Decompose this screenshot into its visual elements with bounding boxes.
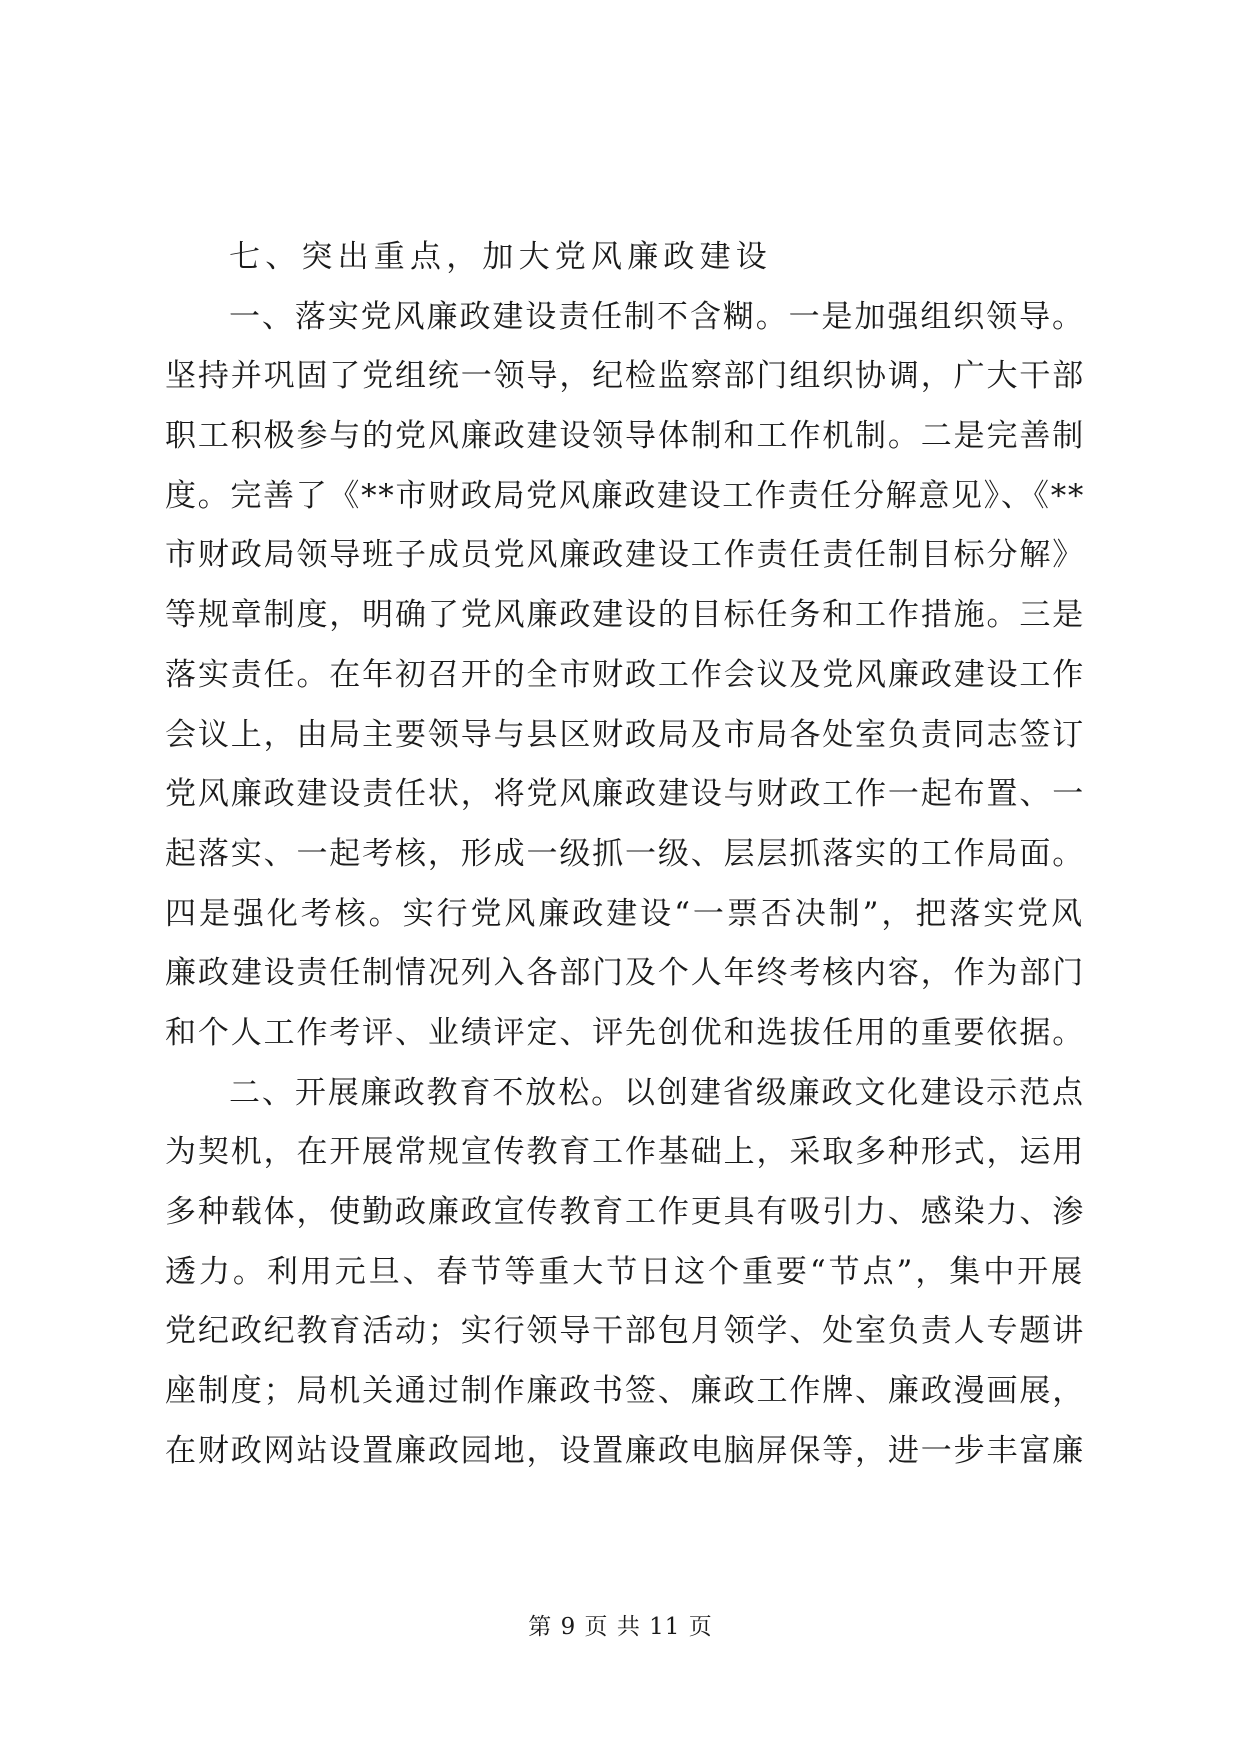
- paragraph-line: 市财政局领导班子成员党风廉政建设工作责任责任制目标分解》: [165, 537, 1086, 574]
- paragraph-line: 落实责任。在年初召开的全市财政工作会议及党风廉政建设工作: [165, 656, 1086, 693]
- paragraph-line: 多种载体，使勤政廉政宣传教育工作更具有吸引力、感染力、渗: [165, 1194, 1086, 1230]
- paragraph-line: 透力。利用元旦、春节等重大节日这个重要“节点”，集中开展: [165, 1253, 1086, 1290]
- paragraph-line: 和个人工作考评、业绩评定、评先创优和选拔任用的重要依据。: [165, 1014, 1086, 1051]
- page-number-footer: 第 9 页 共 11 页: [528, 1614, 713, 1640]
- paragraph-line: 党纪政纪教育活动；实行领导干部包月领学、处室负责人专题讲: [165, 1313, 1086, 1350]
- paragraph-line: 起落实、一起考核，形成一级抓一级、层层抓落实的工作局面。: [165, 835, 1086, 872]
- paragraph-line: 在财政网站设置廉政园地，设置廉政电脑屏保等，进一步丰富廉: [165, 1432, 1086, 1469]
- paragraph-line: 廉政建设责任制情况列入各部门及个人年终考核内容，作为部门: [165, 955, 1086, 992]
- paragraph-line: 座制度；局机关通过制作廉政书签、廉政工作牌、廉政漫画展，: [165, 1373, 1086, 1410]
- paragraph-line: 四是强化考核。实行党风廉政建设“一票否决制”，把落实党风: [165, 895, 1086, 932]
- paragraph-line: 二、开展廉政教育不放松。以创建省级廉政文化建设示范点: [229, 1074, 1085, 1111]
- paragraph-line: 度。完善了《**市财政局党风廉政建设工作责任分解意见》、《**: [165, 477, 1086, 514]
- paragraph-line: 为契机，在开展常规宣传教育工作基础上，采取多种形式，运用: [165, 1134, 1086, 1171]
- paragraph-line: 职工积极参与的党风廉政建设领导体制和工作机制。二是完善制: [165, 418, 1086, 455]
- document-body: [165, 228, 1085, 1481]
- paragraph-line: 坚持并巩固了党组统一领导，纪检监察部门组织协调，广大干部: [165, 358, 1086, 395]
- paragraph-line: 等规章制度，明确了党风廉政建设的目标任务和工作措施。三是: [165, 597, 1086, 634]
- paragraph-line: 会议上，由局主要领导与县区财政局及市局各处室负责同志签订: [165, 716, 1086, 753]
- paragraph-line: 一、落实党风廉政建设责任制不含糊。一是加强组织领导。: [229, 298, 1085, 335]
- section-heading: 七、突出重点，加大党风廉政建设: [229, 239, 772, 275]
- paragraph-line: 党风廉政建设责任状，将党风廉政建设与财政工作一起布置、一: [165, 776, 1086, 813]
